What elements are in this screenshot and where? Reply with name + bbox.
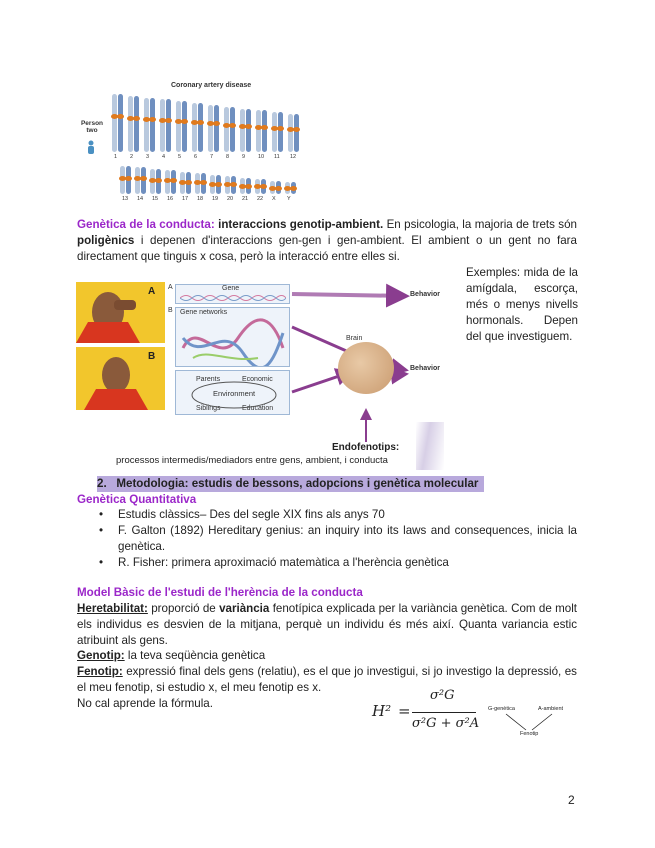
- heretabilitat-keyword: variància: [219, 602, 270, 615]
- risk-locus-marker: [290, 186, 297, 191]
- risk-locus-marker: [125, 176, 132, 181]
- fraction-line: [412, 712, 476, 713]
- formula-equals: =: [398, 702, 411, 720]
- formula-numerator: σ²G: [430, 688, 455, 703]
- fenotip-paragraph: [77, 664, 577, 696]
- chromosome-number: 11: [274, 154, 280, 160]
- heretabilitat-b: fenotípica explicada per la variància genètica. Com de molt els individus es desvien de la mitjana, perquè un individu és més així. Quanta variancia estic atribuint als gens.: [77, 602, 577, 647]
- chromosome: [198, 103, 203, 152]
- chromosome-number: 21: [242, 196, 249, 202]
- risk-locus-marker: [165, 118, 172, 123]
- chromosome-number: 7: [210, 154, 214, 160]
- chromosome-number: 14: [137, 196, 144, 202]
- person-icon: [86, 140, 96, 154]
- label-a: A: [148, 286, 156, 297]
- chromosome: [294, 114, 299, 152]
- person-label: Person two: [80, 120, 104, 134]
- risk-locus-marker: [245, 184, 252, 189]
- chromosome: [160, 99, 165, 152]
- risk-locus-marker: [230, 182, 237, 187]
- chromosome: [230, 107, 235, 152]
- chromosome: [118, 94, 123, 152]
- chromosome: [256, 110, 261, 152]
- side-note: Exemples: mida de la amígdala, escorça, més o menys nivells hormonals. Depen del que investiguem.: [466, 266, 578, 343]
- risk-locus-marker: [149, 117, 156, 122]
- chromosome: [214, 105, 219, 152]
- chromosome-number: 1: [114, 154, 118, 160]
- decorative-swoosh: [416, 422, 444, 470]
- chromosome-number: 9: [242, 154, 246, 160]
- chromosome: [144, 98, 149, 152]
- chromosome-number: 18: [197, 196, 204, 202]
- chromosome: [176, 101, 181, 152]
- risk-locus-marker: [117, 114, 124, 119]
- brain-image: [338, 342, 394, 394]
- chromosome-number: 6: [194, 154, 198, 160]
- formula-label-right: A-ambient: [538, 706, 564, 712]
- chromosome-number: Y: [287, 196, 291, 202]
- section1-subtitle: interaccions genotip-ambient.: [218, 218, 384, 231]
- env-education: Education: [242, 405, 274, 412]
- karyotype-figure: [78, 80, 328, 205]
- formula-note: No cal aprende la fórmula.: [77, 697, 213, 710]
- risk-locus-marker: [275, 186, 282, 191]
- chromosome: [278, 112, 283, 152]
- heretabilitat-term: Heretabilitat:: [77, 602, 148, 615]
- panel-label-b: B: [168, 307, 173, 314]
- chromosome: [150, 98, 155, 152]
- chromosome-number: 15: [152, 196, 159, 202]
- formula-label-left: G-genètica: [488, 706, 515, 712]
- chromosome-number: 19: [212, 196, 219, 202]
- env-siblings: Siblings: [196, 405, 221, 412]
- section1-text-b: i depenen d'interaccions gen-gen i gen-ambient. El ambient o un gent no fara directament que tinguis x cosa, però la interacció entre elles si.: [77, 234, 577, 263]
- bullet-list: [77, 507, 577, 571]
- chromosome-number: 22: [257, 196, 264, 202]
- risk-locus-marker: [200, 180, 207, 185]
- endophenotype-desc: processos intermedis/mediadors entre gens, ambient, i conducta: [116, 455, 388, 466]
- section1-text-a: En psicologia, la majoria de trets són: [386, 218, 577, 231]
- risk-locus-marker: [197, 120, 204, 125]
- panel-label-a: A: [168, 284, 173, 291]
- chromosome: [208, 105, 213, 152]
- risk-locus-marker: [229, 123, 236, 128]
- fenotip-def: expressió final dels gens (relatiu), es el que jo investigui, si jo investigo la depressió, es el meu fenotip, si estudio x, el meu fenotip es x.: [77, 665, 577, 694]
- behavior-label-1: Behavior: [410, 291, 440, 298]
- chromosome: [128, 96, 133, 152]
- risk-locus-marker: [213, 121, 220, 126]
- chromosome: [182, 101, 187, 152]
- chromosome-number: 12: [290, 154, 297, 160]
- brain-label: Brain: [346, 335, 363, 342]
- formula-denominator: σ²G + σ²A: [412, 716, 480, 731]
- risk-locus-marker: [293, 127, 300, 132]
- genotip-def: la teva seqüència genètica: [127, 649, 266, 662]
- chromosome: [288, 114, 293, 152]
- chromosome-number: 4: [162, 154, 166, 160]
- section2-heading: [97, 476, 484, 492]
- chromosome: [246, 109, 251, 152]
- chromosome-number: 10: [258, 154, 265, 160]
- section1-title: Genètica de la conducta:: [77, 218, 215, 231]
- risk-locus-marker: [261, 125, 268, 130]
- model-heading: Model Bàsic de l'estudi de l'herència de la conducta: [77, 586, 363, 599]
- karyotype-title: Coronary artery disease: [171, 82, 252, 89]
- bullet-item: • R. Fisher: primera aproximació matemàtica a l'herència genètica: [77, 555, 577, 571]
- chromosome: [166, 99, 171, 152]
- gene-environment-figure: [76, 282, 446, 472]
- chromosome-number: X: [272, 196, 276, 202]
- risk-locus-marker: [185, 180, 192, 185]
- chromosome-number: 8: [226, 154, 230, 160]
- heritability-formula: [372, 688, 482, 736]
- chromosome: [262, 110, 267, 152]
- chromosome-number: 17: [182, 196, 189, 202]
- panel-gene-networks-label: Gene networks: [180, 309, 228, 316]
- chromosome-number: 3: [146, 154, 150, 160]
- label-b: B: [148, 351, 156, 362]
- chromosome-number: 13: [122, 196, 129, 202]
- page-number: 2: [568, 793, 575, 807]
- chromosome-number: 5: [178, 154, 182, 160]
- risk-locus-marker: [215, 182, 222, 187]
- risk-locus-marker: [277, 126, 284, 131]
- chromosome-number: 20: [227, 196, 234, 202]
- bullet-item: • F. Galton (1892) Hereditary genius: an inquiry into its laws and consequences, inicia la genètica.: [77, 523, 577, 555]
- genotip-line: [77, 648, 577, 664]
- risk-locus-marker: [140, 176, 147, 181]
- heretabilitat-a: proporció de: [151, 602, 216, 615]
- panel-gene-label: Gene: [222, 285, 240, 292]
- fenotip-term: Fenotip:: [77, 665, 123, 678]
- risk-locus-marker: [181, 119, 188, 124]
- section2-number: 2.: [97, 477, 107, 490]
- genotip-term: Genotip:: [77, 649, 125, 662]
- env-parents: Parents: [196, 376, 221, 383]
- risk-locus-marker: [245, 124, 252, 129]
- risk-locus-marker: [155, 178, 162, 183]
- section1-paragraph: [77, 217, 577, 265]
- heretabilitat-paragraph: [77, 601, 577, 649]
- chromosome: [112, 94, 117, 152]
- chromosome: [240, 109, 245, 152]
- risk-locus-marker: [133, 116, 140, 121]
- env-economic: Economic: [242, 376, 273, 383]
- chromosome-number: 16: [167, 196, 174, 202]
- section2-subheading: Genètica Quantitativa: [77, 493, 197, 506]
- risk-locus-marker: [260, 184, 267, 189]
- chromosome: [192, 103, 197, 152]
- chromosome: [134, 96, 139, 152]
- bullet-item: • Estudis clàssics– Des del segle XIX fins als anys 70: [77, 507, 577, 523]
- chromosome-number: 2: [130, 154, 134, 160]
- endophenotype-title: Endofenotips:: [332, 442, 400, 453]
- chromosome: [224, 107, 229, 152]
- risk-locus-marker: [170, 178, 177, 183]
- formula-label-bottom: Fenotip: [520, 731, 539, 737]
- env-center: Environment: [213, 389, 256, 398]
- formula-lhs: H²: [372, 702, 392, 720]
- formula-diagram: [488, 706, 578, 740]
- chromosome: [272, 112, 277, 152]
- section2-title: Metodologia: estudis de bessons, adopcions i genètica molecular: [116, 477, 479, 490]
- section1-keyword: poligènics: [77, 234, 135, 247]
- behavior-label-2: Behavior: [410, 365, 440, 372]
